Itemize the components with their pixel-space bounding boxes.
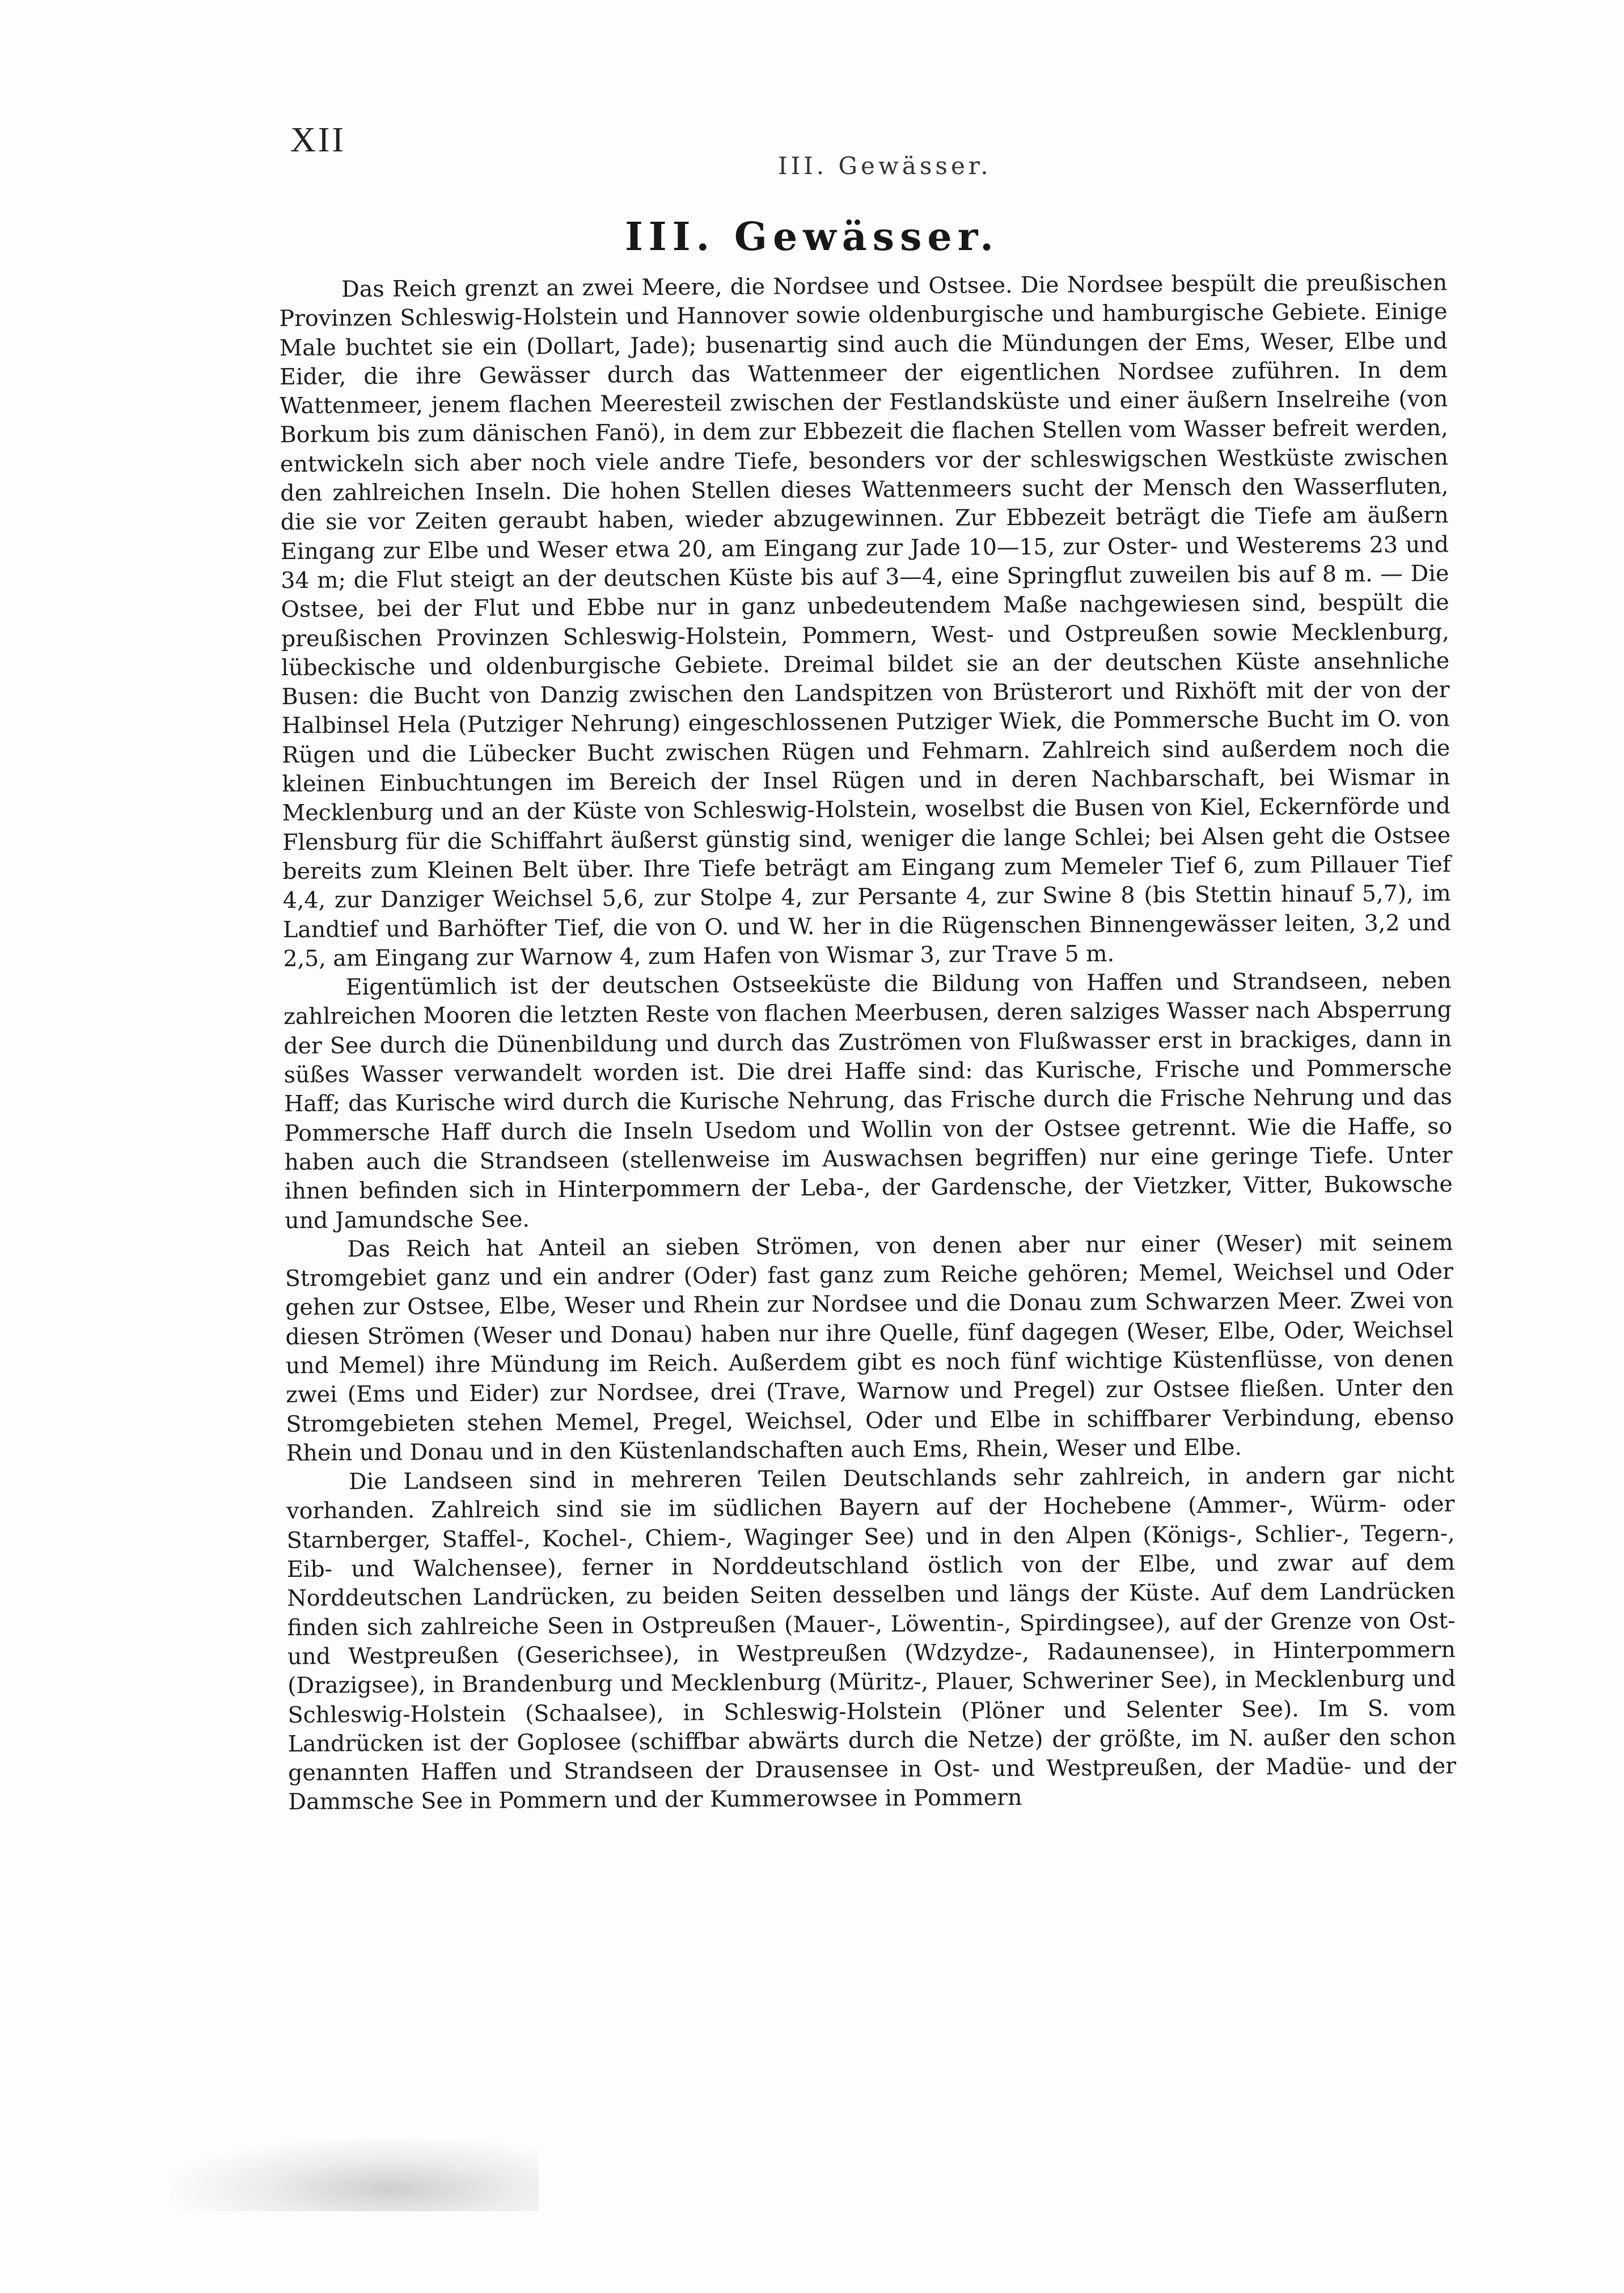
- chapter-title: III. Gewässer.: [625, 214, 999, 260]
- paragraph-haffe: Eigentümlich ist der deutschen Ostseeküste die Bildung von Haffen und Strandseen, neben zahlreichen Mooren die letzten Reste von flachen Meerbusen, deren salziges Wasser nach Absperrung der See durch die Dünenbildung und durch das Zuströmen von Flußwasser erst in brackiges, dann in süßes Wasser verwandelt worden ist. Die drei Haffe sind: das Kurische, Frische und Pommersche Haff; das Kurische wird durch die Kurische Nehrung, das Frische durch die Frische Nehrung und das Pommersche Haff durch die Inseln Usedom und Wollin von der Ostsee getrennt. Wie die Haffe, so haben auch die Strandseen (stellenweise im Auswachsen begriffen) nur eine geringe Tiefe. Unter ihnen befinden sich in Hinterpommern der Leba-, der Gardensche, der Vietzker, Vitter, Bukowsche und Jamundsche See.: [283, 967, 1453, 1234]
- page-number: XII: [290, 121, 346, 159]
- paragraph-landseen: Die Landseen sind in mehreren Teilen Deutschlands sehr zahlreich, in andern gar nicht vorhanden. Zahlreich sind sie im südlichen Bayern auf der Hochebene (Ammer-, Würm- oder Starnberger, Staffel-, Kochel-, Chiem-, Waginger See) und in den Alpen (Königs-, Schlier-, Tegern-, Eib- und Walchensee), ferner in Norddeutschland östlich von der Elbe, und zwar auf dem Norddeutschen Landrücken, zu beiden Seiten desselben und längs der Küste. Auf dem Landrücken finden sich zahlreiche Seen in Ostpreußen (Mauer-, Löwentin-, Spirdingsee), auf der Grenze von Ost- und Westpreußen (Geserichsee), in Westpreußen (Wdzydze-, Radaunensee), in Hinterpommern (Drazigsee), in Brandenburg und Mecklenburg (Müritz-, Plauer, Schweriner See), in Mecklenburg und Schleswig-Holstein (Schaalsee), in Schleswig-Holstein (Plöner und Selenter See). Im S. vom Landrücken ist der Goplosee (schiffbar abwärts durch die Netze) der größte, im N. außer den schon genannten Haffen und Strandseen der Drausensee in Ost- und Westpreußen, der Madüe- und der Dammsche See in Pommern und der Kummerowsee in Pommern: [286, 1462, 1457, 1816]
- running-head: III. Gewässer.: [778, 152, 992, 180]
- scan-smudge: [170, 2138, 539, 2211]
- paragraph-meere: Das Reich grenzt an zwei Meere, die Nordsee und Ostsee. Die Nordsee bespült die preußischen Provinzen Schleswig-Holstein und Hannover sowie oldenburgische und hamburgische Gebiete. Einige Male buchtet sie ein (Dollart, Jade); busenartig sind auch die Mündungen der Ems, Weser, Elbe und Eider, die ihre Gewässer durch das Wattenmeer der eigentlichen Nordsee zuführen. In dem Wattenmeer, jenem flachen Meeresteil zwischen der Festlandsküste und einer äußern Inselreihe (von Borkum bis zum dänischen Fanö), in dem zur Ebbezeit die flachen Stellen vom Wasser befreit werden, entwickeln sich aber noch viele andre Tiefe, besonders vor der schleswigschen Westküste zwischen den zahlreichen Inseln. Die hohen Stellen dieses Wattenmeers sucht der Mensch den Wasserfluten, die sie vor Zeiten geraubt haben, wieder abzugewinnen. Zur Ebbezeit beträgt die Tiefe am äußern Eingang zur Elbe und Weser etwa 20, am Eingang zur Jade 10—15, zur Oster- und Westerems 23 und 34 m; die Flut steigt an der deutschen Küste bis auf 3—4, eine Springflut zuweilen bis auf 8 m. — Die Ostsee, bei der Flut und Ebbe nur in ganz unbedeutendem Maße nachgewiesen sind, bespült die preußischen Provinzen Schleswig-Holstein, Pommern, West- und Ostpreußen sowie Mecklenburg, lübeckische und oldenburgische Gebiete. Dreimal bildet sie an der deutschen Küste ansehnliche Busen: die Bucht von Danzig zwischen den Landspitzen von Brüsterort und Rixhöft mit der von der Halbinsel Hela (Putziger Nehrung) eingeschlossenen Putziger Wiek, die Pommersche Bucht im O. von Rügen und die Lübecker Bucht zwischen Rügen und Fehmarn. Zahlreich sind außerdem noch die kleinen Einbuchtungen im Bereich der Insel Rügen und in deren Nachbarschaft, bei Wismar in Mecklenburg und an der Küste von Schleswig-Holstein, woselbst die Busen von Kiel, Eckernförde und Flensburg für die Schiffahrt äußerst günstig sind, weniger die lange Schlei; bei Alsen geht die Ostsee bereits zum Kleinen Belt über. Ihre Tiefe beträgt am Eingang zum Memeler Tief 6, zum Pillauer Tief 4,4, zur Danziger Weichsel 5,6, zur Stolpe 4, zur Persante 4, zur Swine 8 (bis Stettin hinauf 5,7), im Landtief und Barhöfter Tief, die von O. und W. her in die Rügenschen Binnengewässer leiten, 3,2 und 2,5, am Eingang zur Warnow 4, zum Hafen von Wismar 3, zur Trave 5 m.: [279, 269, 1452, 972]
- paragraph-stroeme: Das Reich hat Anteil an sieben Strömen, von denen aber nur einer (Weser) mit seinem Stromgebiet ganz und ein andrer (Oder) fast ganz zum Reiche gehören; Memel, Weichsel und Oder gehen zur Ostsee, Elbe, Weser und Rhein zur Nordsee und die Donau zum Schwarzen Meer. Zwei von diesen Strömen (Weser und Donau) haben nur ihre Quelle, fünf dagegen (Weser, Elbe, Oder, Weichsel und Memel) ihre Mündung im Reich. Außerdem gibt es noch fünf wichtige Küstenflüsse, von denen zwei (Ems und Eider) zur Nordsee, drei (Trave, Warnow und Pregel) zur Ostsee fließen. Unter den Stromgebieten stehen Memel, Pregel, Weichsel, Oder und Elbe in schiffbarer Verbindung, ebenso Rhein und Donau und in den Küstenlandschaften auch Ems, Rhein, Weser und Elbe.: [285, 1229, 1454, 1466]
- body-text: [279, 268, 1457, 1817]
